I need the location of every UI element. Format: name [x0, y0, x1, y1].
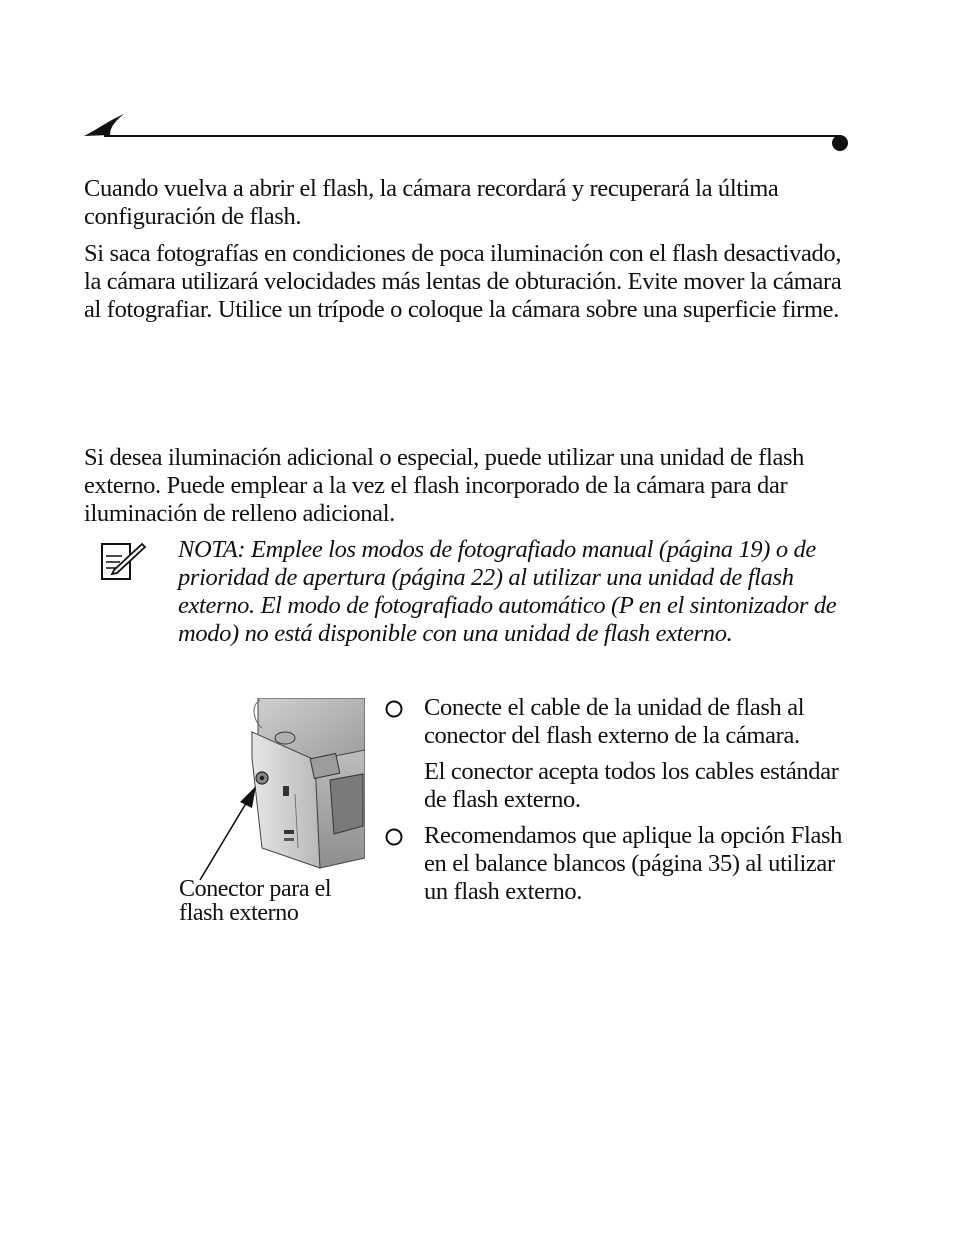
list-item	[385, 694, 845, 814]
bullet-dot-icon	[832, 135, 848, 151]
list-item	[385, 822, 845, 906]
list-item-text: Recomendamos que aplique la opción Flash en el balance blancos (página 35) al utilizar un flash externo.	[424, 822, 843, 905]
note-text: NOTA: Emplee los modos de fotografiado manual (página 19) o de prioridad de apertura (página 22) al utilizar una unidad de flash externo. El modo de fotografiado automático (P en el sintonizador de modo) no está disponible con una unidad de flash externo.	[178, 536, 837, 647]
paragraph-low-light: Si saca fotografías en condiciones de poca iluminación con el flash desactivado, la cámara utilizará velocidades más lentas de obturación. Evite mover la cámara al fotografiar. Utilice un trípode o coloque la cámara sobre una superficie firme.	[84, 240, 842, 323]
instruction-list	[385, 694, 845, 914]
swoosh-icon	[84, 114, 124, 136]
list-item-subtext: El conector acepta todos los cables estándar de flash externo.	[424, 758, 839, 813]
camera-illustration	[180, 698, 365, 883]
bullet-circle-icon	[385, 700, 407, 718]
paragraph-flash-memory: Cuando vuelva a abrir el flash, la cámara recordará y recuperará la última configuración de flash.	[84, 175, 779, 230]
header-rule	[84, 112, 852, 152]
figure-caption: Conector para el flash externo	[179, 876, 332, 926]
paragraph-external-flash: Si desea iluminación adicional o especial, puede utilizar una unidad de flash externo. Puede emplear a la vez el flash incorporado de la cámara para dar iluminación de relleno adicional.	[84, 444, 805, 527]
note-pencil-icon	[98, 540, 148, 584]
bullet-circle-icon	[385, 828, 407, 846]
list-item-text: Conecte el cable de la unidad de flash al conector del flash externo de la cámara.	[424, 694, 805, 749]
